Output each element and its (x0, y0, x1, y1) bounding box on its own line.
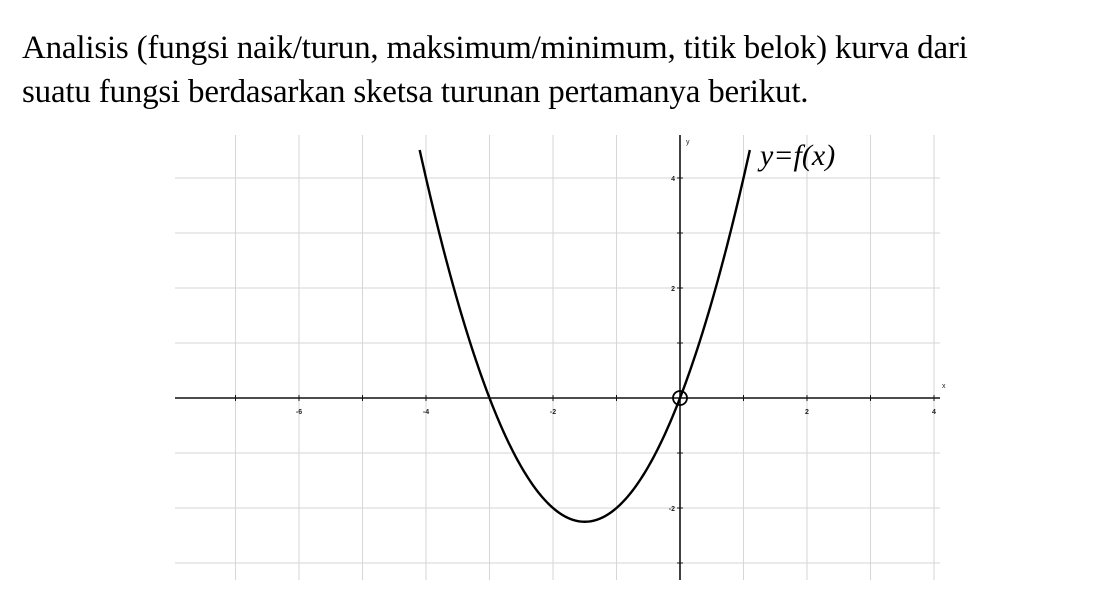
x-tick-label: -4 (422, 409, 430, 416)
x-tick-label: -2 (549, 409, 557, 416)
y-axis-label: y (686, 139, 690, 146)
y-tick-label: 4 (671, 176, 675, 183)
curve-line (420, 150, 750, 522)
x-tick-label: 4 (932, 409, 936, 416)
x-tick-label: 2 (805, 409, 809, 416)
x-axis-label: x (942, 383, 946, 390)
question-line-1: Analisis (fungsi naik/turun, maksimum/minimum, titik belok) kurva dari (22, 30, 968, 66)
curve-label: y=f(x) (760, 139, 836, 172)
y-tick-label: -2 (668, 506, 675, 513)
question-line-2: suatu fungsi berdasarkan sketsa turunan pertamanya berikut. (22, 74, 809, 110)
y-tick-label: 2 (671, 286, 675, 293)
x-tick-label: -6 (295, 409, 303, 416)
